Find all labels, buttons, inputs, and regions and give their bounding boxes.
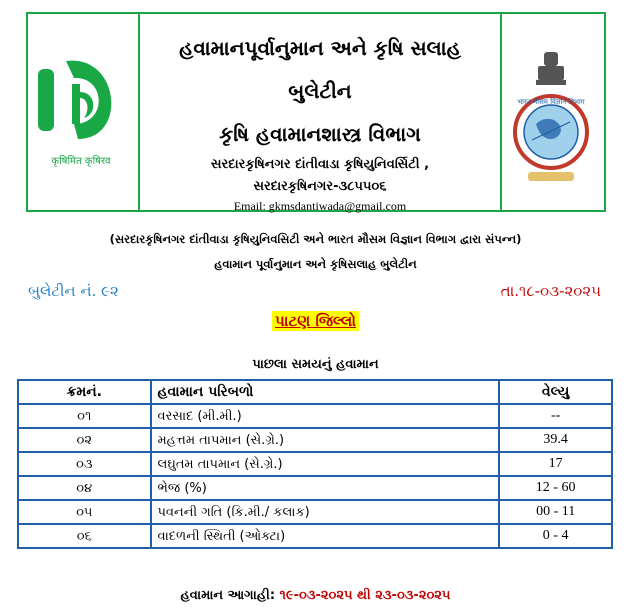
- weather-table: [17, 379, 613, 549]
- imd-logo-panel: [500, 14, 604, 210]
- row-value: 00 - 11: [499, 500, 612, 524]
- row-serial: ૦૪: [18, 476, 151, 500]
- header-subtitle: બુલેટીન: [288, 79, 352, 103]
- header-title: હવામાનપૂર્વાનુમાન અને કૃષિ સલાહ: [179, 36, 461, 60]
- imd-emblem-icon: [502, 14, 600, 204]
- forecast-label: હવામાન આગાહી:: [180, 588, 280, 603]
- table-row: [18, 452, 612, 476]
- department-name: કૃષિ હવામાનશાસ્ત્ર વિભાગ: [219, 122, 421, 146]
- table-row: [18, 524, 612, 548]
- row-value: 12 - 60: [499, 476, 612, 500]
- table-row: [18, 404, 612, 428]
- row-parameter: મહત્તમ તાપમાન (સે.ગ્રે.): [151, 428, 500, 452]
- imd-logo-text: भारत मौसम विज्ञान विभाग: [517, 98, 585, 106]
- bulletin-number: બુલેટીન નં. ૯૨: [28, 282, 119, 300]
- row-parameter: લઘુતમ તાપમાન (સે.ગ્રે.): [151, 452, 500, 476]
- row-value: 17: [499, 452, 612, 476]
- forecast-line: [0, 588, 631, 603]
- bulletin-date: તા.૧૮-૦૩-૨૦૨૫: [500, 282, 601, 300]
- table-header-row: [18, 380, 612, 404]
- university-logo-icon: [28, 14, 134, 204]
- partnership-line: (સરદારકૃષિનગર દાંતીવાડા કૃષિયુનિવસિટી અને ભારત મૌસમ વિજ્ઞાન વિભાગ દ્વારા સંપન્ન): [109, 232, 522, 246]
- header-text: [140, 14, 500, 213]
- header-box: [26, 12, 606, 212]
- row-serial: ૦૩: [18, 452, 151, 476]
- row-serial: ૦૨: [18, 428, 151, 452]
- table-row: [18, 500, 612, 524]
- col-header-value: વેલ્યુ: [499, 380, 612, 404]
- row-parameter: વાદળની સ્થિતી (ઓક્ટા): [151, 524, 500, 548]
- row-serial: ૦૧: [18, 404, 151, 428]
- table-row: [18, 476, 612, 500]
- table-row: [18, 428, 612, 452]
- address: સરદારકૃષિનગર દાંતીવાડા કૃષિયુનિવર્સિટી , સરદારકૃષિનગર-૩૮૫૫૦૬: [210, 157, 430, 194]
- row-serial: ૦૫: [18, 500, 151, 524]
- district-name: પાટણ જિલ્લો: [272, 311, 359, 331]
- email-address[interactable]: Email: gkmsdantiwada@gmail.com: [233, 199, 407, 213]
- row-parameter: પવનની ગતિ (કિ.મી./ કલાક): [151, 500, 500, 524]
- col-header-serial: ક્રમનં.: [18, 380, 151, 404]
- row-value: --: [499, 404, 612, 428]
- university-logo-panel: [28, 14, 140, 210]
- col-header-parameter: હવામાન પરિબળો: [151, 380, 500, 404]
- district-banner: [0, 311, 631, 330]
- row-parameter: ભેજ (%): [151, 476, 500, 500]
- forecast-dates: ૧૯-૦૩-૨૦૨૫ થી ૨૩-૦૩-૨૦૨૫: [279, 588, 451, 603]
- row-parameter: વરસાદ (મી.મી.): [151, 404, 500, 428]
- row-value: 0 - 4: [499, 524, 612, 548]
- bulletin-heading: હવામાન પૂર્વાનુમાન અને કૃષિસલાહ બુલેટીન: [214, 257, 417, 271]
- logo-caption: कृषिमित कृषिरव: [51, 156, 111, 167]
- row-value: 39.4: [499, 428, 612, 452]
- row-serial: ૦૬: [18, 524, 151, 548]
- past-weather-title: પાછલા સમયનું હવામાન: [252, 357, 379, 372]
